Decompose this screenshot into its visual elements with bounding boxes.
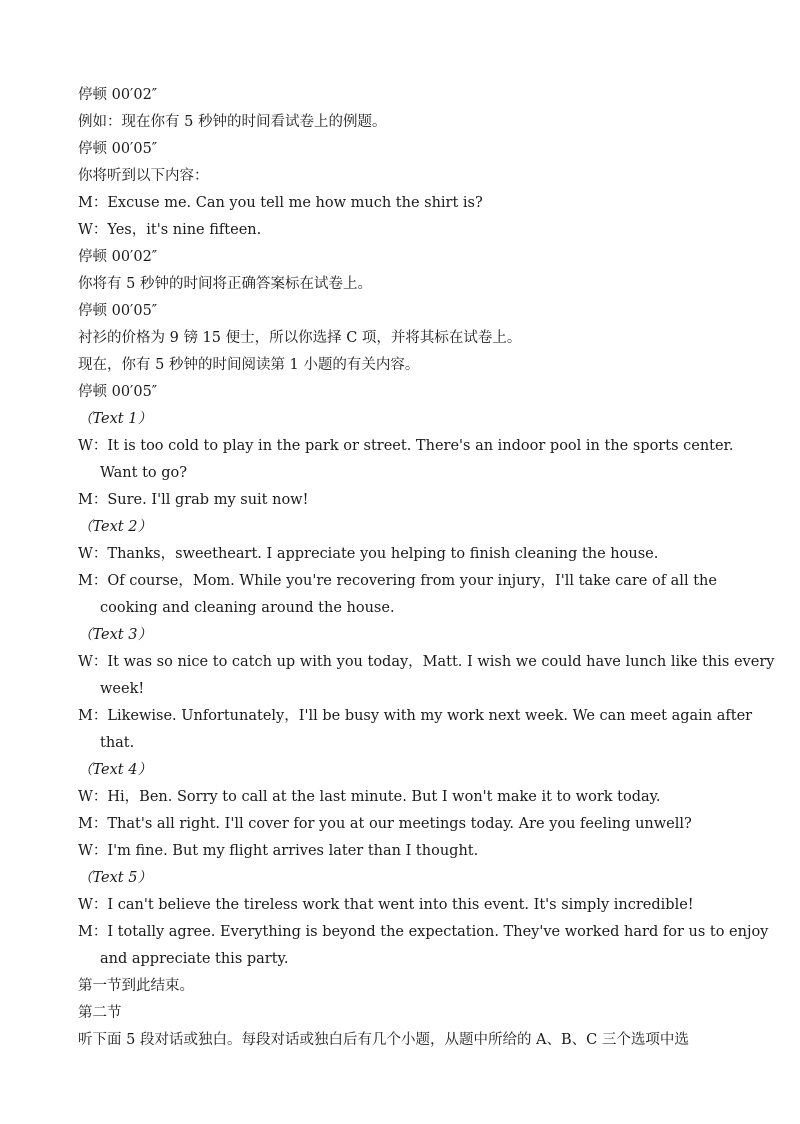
instruction-line: 例如：现在你有 5 秒钟的时间看试卷上的例题。 bbox=[78, 114, 387, 130]
section-end-line: 第一节到此结束。 bbox=[78, 978, 194, 994]
dialogue-line: W：It was so nice to catch up with you today，Matt. I wish we could have lunch like this every bbox=[78, 654, 775, 670]
dialogue-line: M：Of course，Mom. While you're recovering from your injury，I'll take care of all the bbox=[78, 573, 717, 589]
dialogue-continuation: Want to go? bbox=[100, 465, 188, 481]
dialogue-line: M：Likewise. Unfortunately，I'll be busy with my work next week. We can meet again after bbox=[78, 708, 753, 724]
instruction-line: 衬衫的价格为 9 镑 15 便士，所以你选择 C 项，并将其标在试卷上。 bbox=[78, 330, 522, 346]
instruction-line: 听下面 5 段对话或独白。每段对话或独白后有几个小题，从题中所给的 A、B、C 三个选项中选 bbox=[78, 1032, 689, 1048]
text-label: （Text 2） bbox=[78, 519, 152, 535]
dialogue-line: W：It is too cold to play in the park or street. There's an indoor pool in the sports center. bbox=[78, 438, 734, 454]
dialogue-line: M：I totally agree. Everything is beyond the expectation. They've worked hard for us to enjoy bbox=[78, 924, 769, 940]
pause-line: 停顿 00′05″ bbox=[78, 384, 158, 400]
text-label: （Text 3） bbox=[78, 627, 152, 643]
dialogue-line: M：Sure. I'll grab my suit now! bbox=[78, 492, 309, 508]
dialogue-continuation: cooking and cleaning around the house. bbox=[100, 600, 395, 616]
dialogue-continuation: week! bbox=[100, 681, 145, 697]
pause-line: 停顿 00′02″ bbox=[78, 249, 158, 265]
dialogue-continuation: that. bbox=[100, 735, 135, 751]
dialogue-line: W：I can't believe the tireless work that went into this event. It's simply incredible! bbox=[78, 897, 694, 913]
instruction-line: 你将有 5 秒钟的时间将正确答案标在试卷上。 bbox=[78, 276, 372, 292]
pause-line: 停顿 00′02″ bbox=[78, 87, 158, 103]
instruction-line: 现在，你有 5 秒钟的时间阅读第 1 小题的有关内容。 bbox=[78, 357, 420, 373]
instruction-line: 你将听到以下内容： bbox=[78, 168, 209, 184]
text-label: （Text 1） bbox=[78, 411, 152, 427]
dialogue-continuation: and appreciate this party. bbox=[100, 951, 289, 967]
section-heading: 第二节 bbox=[78, 1005, 122, 1021]
pause-line: 停顿 00′05″ bbox=[78, 303, 158, 319]
text-label: （Text 4） bbox=[78, 762, 152, 778]
dialogue-line: W：I'm fine. But my flight arrives later than I thought. bbox=[78, 843, 479, 859]
dialogue-line: W：Hi，Ben. Sorry to call at the last minute. But I won't make it to work today. bbox=[78, 789, 661, 805]
dialogue-line: M：That's all right. I'll cover for you at our meetings today. Are you feeling unwell? bbox=[78, 816, 692, 832]
dialogue-line: W：Thanks，sweetheart. I appreciate you helping to finish cleaning the house. bbox=[78, 546, 659, 562]
dialogue-line: M：Excuse me. Can you tell me how much the shirt is? bbox=[78, 195, 483, 211]
dialogue-line: W：Yes，it's nine fifteen. bbox=[78, 222, 262, 238]
pause-line: 停顿 00′05″ bbox=[78, 141, 158, 157]
text-label: （Text 5） bbox=[78, 870, 152, 886]
